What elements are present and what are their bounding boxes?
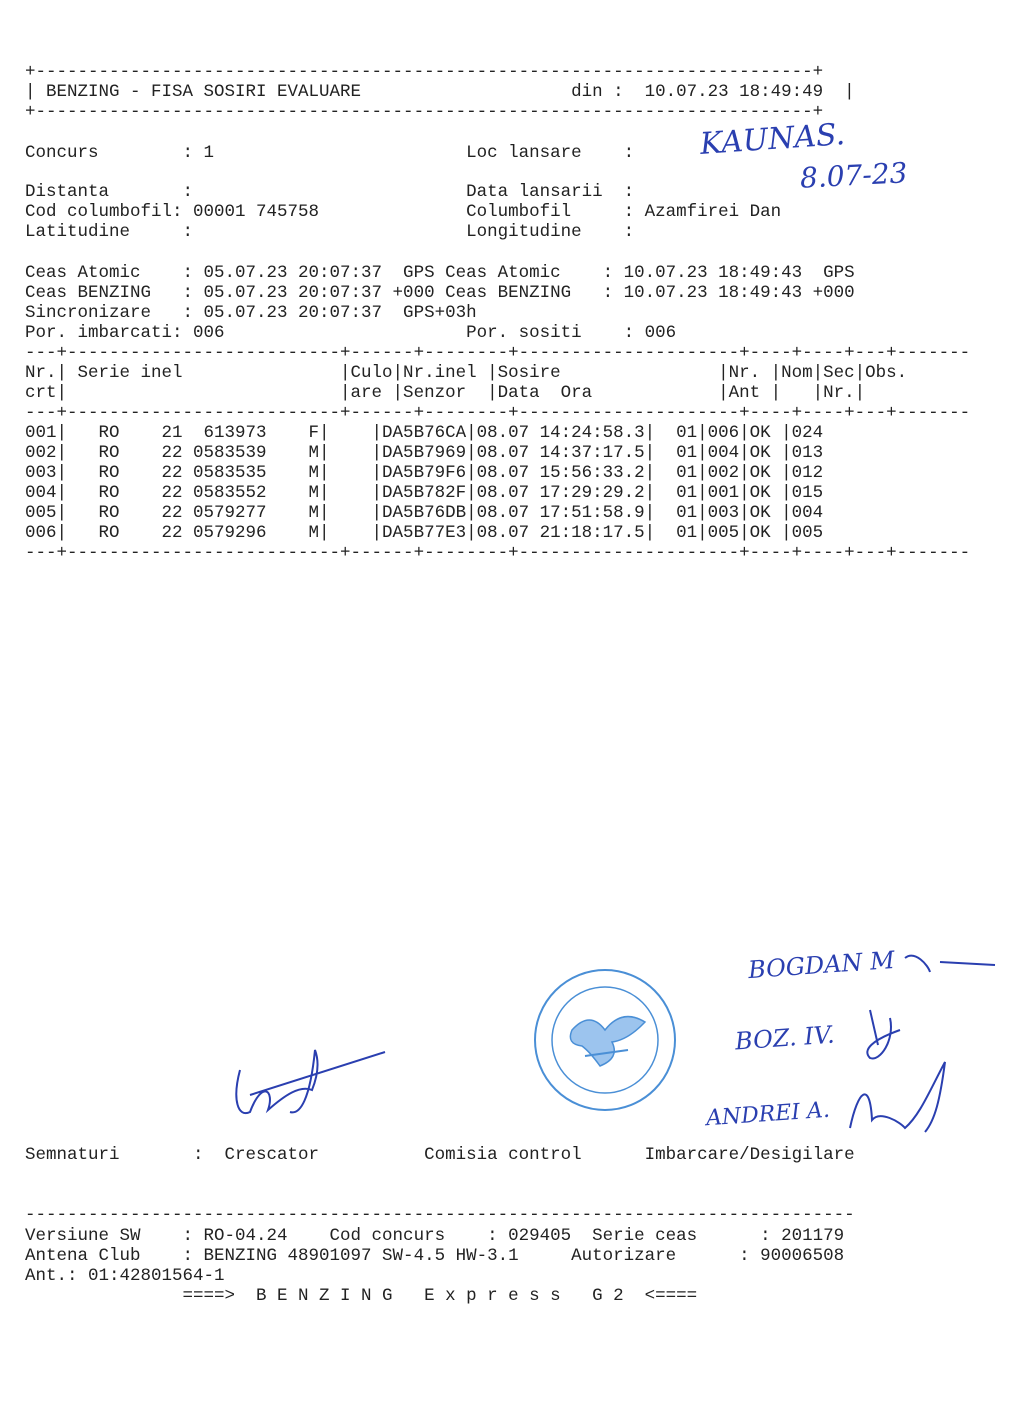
clock-atomic: Ceas Atomic : 05.07.23 20:07:37 GPS Ceas Atomic : 10.07.23 18:49:43 GPS [25,263,855,283]
clock-benzing: Ceas BENZING : 05.07.23 20:07:37 +000 Ceas BENZING : 10.07.23 18:49:43 +000 [25,283,855,303]
handwritten-name-boz: BOZ. IV. [734,1020,836,1056]
footer-antena: Antena Club : BENZING 48901097 SW-4.5 HW-3.1 Autorizare : 90006508 [25,1246,845,1266]
table-rule-top: ---+--------------------------+------+--------+---------------------+----+----+---+------- [25,343,971,363]
signature-andrei [850,1062,945,1132]
table-header-1: Nr.| Serie inel |Culo|Nr.inel |Sosire |Nr. |Nom|Sec|Obs. [25,363,908,383]
table-row: 005| RO 22 0579277 M| |DA5B76DB|08.07 17:51:58.9| 01|003|OK |004 [25,503,824,523]
table-header-2: crt| |are |Senzor |Data Ora |Ant | |Nr.| [25,383,866,403]
footer-version: Versiune SW : RO-04.24 Cod concurs : 029405 Serie ceas : 201179 [25,1226,845,1246]
table-row: 004| RO 22 0583552 M| |DA5B782F|08.07 17:29:29.2| 01|001|OK |015 [25,483,824,503]
info-cod-columbofil: Cod columbofil: 00001 745758 Columbofil : Azamfirei Dan [25,202,782,222]
signature-bogdan [905,956,995,972]
table-row: 006| RO 22 0579296 M| |DA5B77E3|08.07 21:18:17.5| 01|005|OK |005 [25,523,824,543]
handwritten-date: 8.07-23 [799,156,909,195]
footer-ant: Ant.: 01:42801564-1 [25,1266,225,1286]
footer-brand: ====> B E N Z I N G E x p r e s s G 2 <==== [25,1286,698,1306]
table-row: 002| RO 22 0583539 M| |DA5B7969|08.07 14:37:17.5| 01|004|OK |013 [25,443,824,463]
table-rule-bottom: ---+--------------------------+------+--------+---------------------+----+----+---+------- [25,543,971,563]
info-latitudine: Latitudine : Longitudine : [25,222,635,242]
footer-rule: ------------------------------------------------------------------------------- [25,1205,855,1225]
header-title: | BENZING - FISA SOSIRI EVALUARE din : 10.07.23 18:49:49 | [25,82,855,102]
handwritten-location: KAUNAS. [698,116,847,163]
signature-crescator [236,1050,385,1113]
table-row: 001| RO 21 613973 F| |DA5B76CA|08.07 14:24:58.3| 01|006|OK |024 [25,423,824,443]
table-row: 003| RO 22 0583535 M| |DA5B79F6|08.07 15:56:33.2| 01|002|OK |012 [25,463,824,483]
signature-boz [867,1010,900,1058]
table-rule-mid: ---+--------------------------+------+--------+---------------------+----+----+---+------- [25,403,971,423]
signatures-line: Semnaturi : Crescator Comisia control Imbarcare/Desigilare [25,1145,855,1165]
info-concurs: Concurs : 1 Loc lansare : [25,143,635,163]
header-box-bottom: +--------------------------------------------------------------------------+ [25,102,824,122]
header-box-top: +--------------------------------------------------------------------------+ [25,62,824,82]
handwritten-name-bogdan: BOGDAN M [747,945,896,985]
clock-sincronizare: Sincronizare : 05.07.23 20:07:37 GPS+03h [25,303,477,323]
handwritten-name-andrei: ANDREI A. [705,1097,831,1132]
info-distanta: Distanta : Data lansarii : [25,182,635,202]
pigeon-counts: Por. imbarcati: 006 Por. sositi : 006 [25,323,677,343]
